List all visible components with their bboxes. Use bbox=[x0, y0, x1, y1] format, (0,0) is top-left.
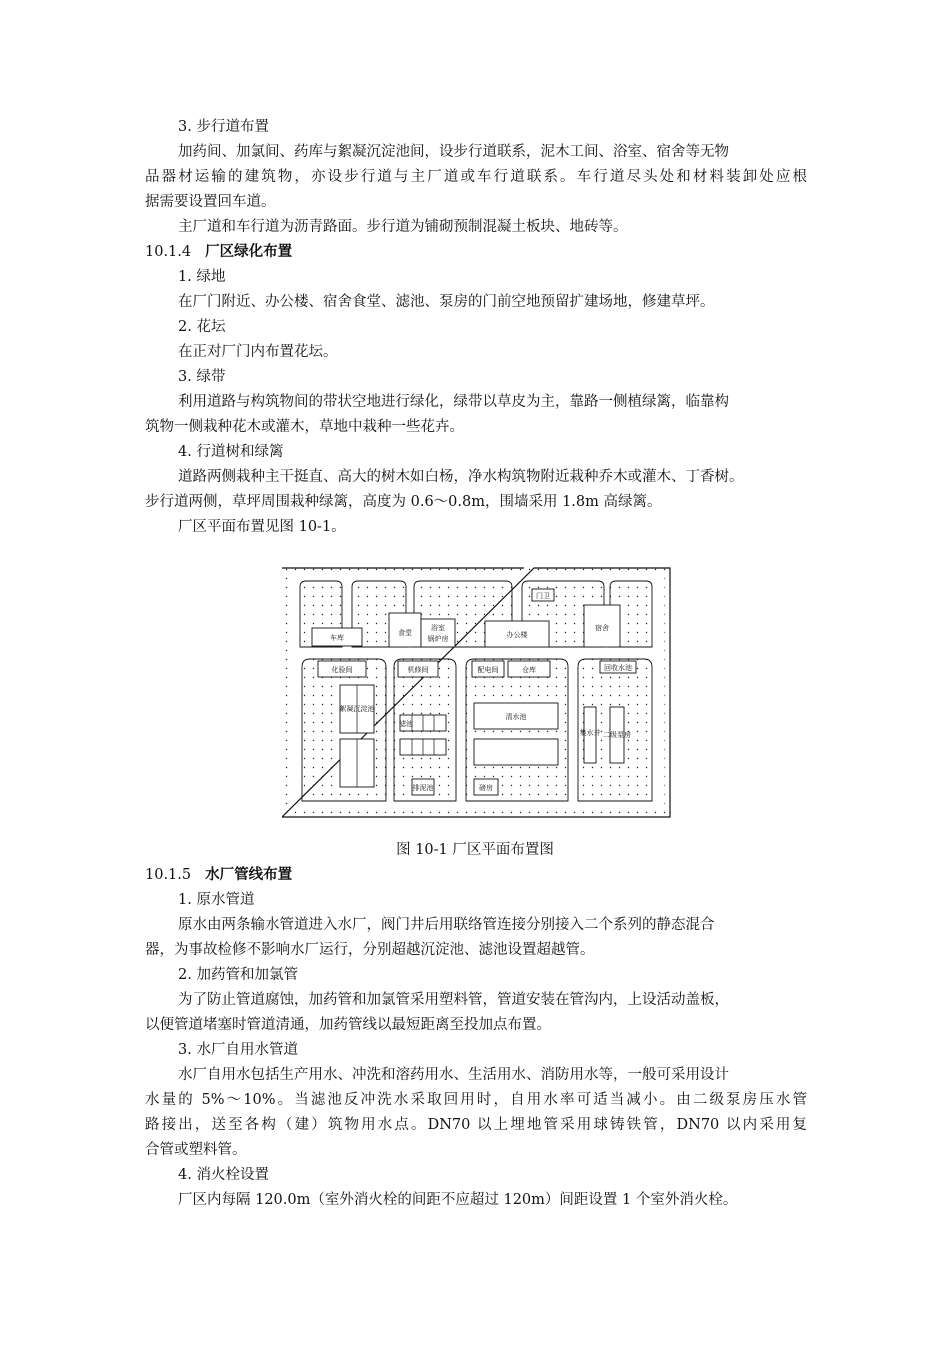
paragraph-line: 在厂门附近、办公楼、宿舍食堂、滤池、泵房的门前空地预留扩建场地，修建草坪。 bbox=[178, 294, 715, 310]
section-number: 10.1.5 bbox=[145, 867, 192, 883]
subheading: 4. 消火栓设置 bbox=[178, 1167, 269, 1183]
section-heading-10-1-5 bbox=[145, 866, 292, 884]
paragraph-line: 厂区内每隔 120.0m（室外消火栓的间距不应超过 120m）间距设置 1 个室外消火栓。 bbox=[178, 1192, 738, 1208]
paragraph-line: 加药间、加氯间、药库与絮凝沉淀池间，设步行道联系，泥木工间、浴室、宿舍等无物 bbox=[178, 144, 729, 160]
label-clear-well: 清水池 bbox=[505, 713, 527, 721]
paragraph-line: 筑物一侧栽种花木或灌木，草地中栽种一些花卉。 bbox=[145, 419, 464, 435]
site-plan-figure bbox=[282, 565, 672, 820]
clear-water-tank bbox=[474, 739, 558, 765]
paragraph-line: 合管或塑料管。 bbox=[145, 1142, 247, 1158]
paragraph-line: 路接出，送至各构（建）筑物用水点。DN70 以上埋地管采用球铸铁管，DN70 以内采用复 bbox=[145, 1117, 807, 1133]
subheading: 1. 原水管道 bbox=[178, 892, 255, 908]
paragraph-line: 道路两侧栽种主干挺直、高大的树木如白杨，净水构筑物附近栽种乔木或灌木、丁香树。 bbox=[178, 469, 744, 485]
label-chem-house: 化验间 bbox=[331, 666, 353, 674]
figure-caption: 图 10-1 厂区平面布置图 bbox=[396, 842, 554, 858]
label-sludge: 排泥池 bbox=[412, 784, 434, 792]
paragraph-line: 主厂道和车行道为沥青路面。步行道为铺砌预制混凝土板块、地砖等。 bbox=[178, 219, 628, 235]
section-heading-10-1-4 bbox=[145, 243, 292, 261]
paragraph-line: 为了防止管道腐蚀，加药管和加氯管采用塑料管，管道安装在管沟内，上设活动盖板， bbox=[178, 992, 729, 1008]
label-bath: 浴室 bbox=[431, 624, 445, 632]
label-warehouse: 仓库 bbox=[522, 666, 536, 674]
subheading: 4. 行道树和绿篱 bbox=[178, 444, 284, 460]
label-pump-house: 二级泵房 bbox=[603, 731, 631, 739]
paragraph-line: 原水由两条输水管道进入水厂，阀门井后用联络管连接分别接入二个系列的静态混合 bbox=[178, 917, 715, 933]
subheading: 1. 绿地 bbox=[178, 269, 226, 285]
paragraph-line: 品器材运输的建筑物，亦设步行道与主厂道或车行道联系。车行道尽头处和材料装卸处应根 bbox=[145, 169, 807, 185]
label-office: 办公楼 bbox=[506, 631, 528, 639]
label-garage: 车库 bbox=[330, 634, 344, 642]
paragraph-line: 以便管道堵塞时管道清通，加药管线以最短距离至投加点布置。 bbox=[145, 1017, 551, 1033]
label-dorm: 宿舍 bbox=[595, 624, 609, 632]
section-heading-walkway: 3. 步行道布置 bbox=[178, 119, 269, 135]
label-chlorine: 机修间 bbox=[407, 666, 429, 674]
paragraph-line: 步行道两侧，草坪周围栽种绿篱，高度为 0.6～0.8m，围墙采用 1.8m 高绿篱。 bbox=[145, 494, 662, 510]
subheading: 3. 水厂自用水管道 bbox=[178, 1042, 298, 1058]
subheading: 2. 加药管和加氯管 bbox=[178, 967, 298, 983]
section-title: 厂区绿化布置 bbox=[205, 243, 293, 260]
label-pump-a: 配电间 bbox=[477, 666, 499, 674]
label-reuse: 回收水池 bbox=[604, 664, 632, 672]
label-boiler: 锅炉房 bbox=[427, 635, 449, 643]
paragraph-line: 利用道路与构筑物间的带状空地进行绿化，绿带以草皮为主，靠路一侧植绿篱，临靠构 bbox=[178, 394, 729, 410]
paragraph-line: 水量的 5%～10%。当滤池反冲洗水采取回用时，自用水率可适当减小。由二级泵房压水管 bbox=[145, 1092, 807, 1108]
paragraph-line: 器，为事故检修不影响水厂运行，分别超越沉淀池、滤池设置超越管。 bbox=[145, 942, 595, 958]
paragraph-line: 在正对厂门内布置花坛。 bbox=[178, 344, 338, 360]
label-rain: 集水井 bbox=[579, 729, 601, 737]
paragraph-line: 厂区平面布置见图 10-1。 bbox=[178, 519, 346, 535]
section-number: 10.1.4 bbox=[145, 244, 192, 260]
subheading: 3. 绿带 bbox=[178, 369, 226, 385]
label-sedimentation: 絮凝沉淀池 bbox=[339, 705, 375, 713]
paragraph-line: 水厂自用水包括生产用水、冲洗和溶药用水、生活用水、消防用水等，一般可采用设计 bbox=[178, 1067, 729, 1083]
section-title: 水厂管线布置 bbox=[205, 866, 293, 883]
label-gate: 门卫 bbox=[536, 592, 550, 600]
label-filter: 滤池 bbox=[399, 720, 413, 728]
paragraph-line: 据需要设置回车道。 bbox=[145, 194, 276, 210]
subheading: 2. 花坛 bbox=[178, 319, 226, 335]
label-scale-house: 磅房 bbox=[479, 784, 493, 792]
label-canteen: 食堂 bbox=[398, 629, 412, 637]
